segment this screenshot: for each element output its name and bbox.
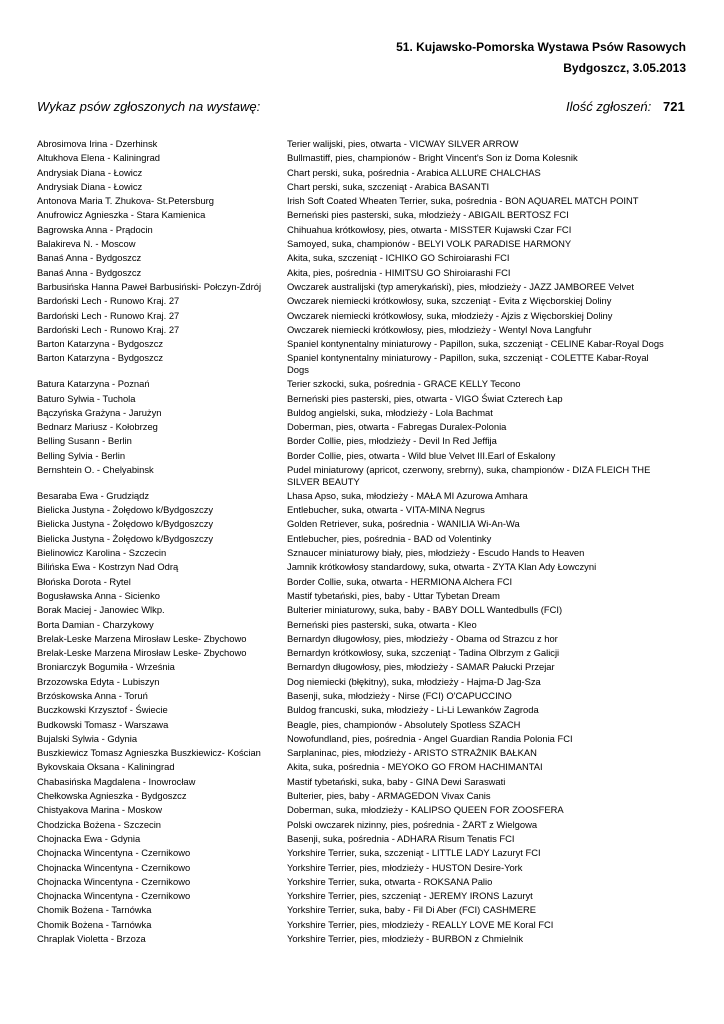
dog-entry: Entlebucher, pies, pośrednia - BAD od Volentinky — [287, 532, 492, 544]
dog-entry: Sarplaninac, pies, młodzieży - ARISTO STRAŻNIK BAŁKAN — [287, 747, 537, 759]
document-subtitle: Bydgoszcz, 3.05.2013 — [563, 61, 686, 75]
owner-name: Chojnacka Ewa - Gdynia — [37, 832, 141, 844]
owner-name: Bykovskaia Oksana - Kaliningrad — [37, 761, 175, 773]
dog-entry: Akita, suka, pośrednia - MEYOKO GO FROM HACHIMANTAI — [287, 761, 543, 773]
dog-entry: Owczarek niemiecki krótkowłosy, suka, szczeniąt - Evita z Więcborskiej Doliny — [287, 295, 612, 307]
owner-name: Brzozowska Edyta - Lubiszyn — [37, 675, 160, 687]
list-item — [37, 676, 687, 688]
owner-name: Barton Katarzyna - Bydgoszcz — [37, 338, 164, 350]
dog-entry: Terier walijski, pies, otwarta - VICWAY SILVER ARROW — [287, 138, 519, 149]
owner-name: Chojnacka Wincentyna - Czernikowo — [37, 847, 191, 859]
list-item — [37, 704, 687, 716]
dog-entry: Chihuahua krótkowłosy, pies, otwarta - MISSTER Kujawski Czar FCI — [287, 223, 572, 235]
owner-name: Chomik Bożena - Tarnówka — [37, 918, 152, 930]
owner-name: Anufrowicz Agnieszka - Stara Kamienica — [37, 209, 206, 221]
owner-name: Bielicka Justyna - Żołędowo k/Bydgoszczy — [37, 518, 214, 530]
entries-list — [37, 138, 687, 947]
owner-name: Bilińska Ewa - Kostrzyn Nad Odrą — [37, 561, 179, 573]
owner-name: Chojnacka Wincentyna - Czernikowo — [37, 875, 191, 887]
dog-entry: Owczarek niemiecki krótkowłosy, pies, młodzieży - Wentyl Nova Langfuhr — [287, 323, 592, 335]
list-item — [37, 138, 687, 150]
list-item — [37, 533, 687, 545]
list-item — [37, 238, 687, 250]
owner-name: Bardoński Lech - Runowo Kraj. 27 — [37, 295, 180, 307]
dog-entry: Doberman, pies, otwarta - Fabregas Duralex-Polonia — [287, 421, 507, 433]
owner-name: Bernshtein O. - Chelyabinsk — [37, 464, 154, 476]
owner-name: Banaś Anna - Bydgoszcz — [37, 266, 142, 278]
list-item — [37, 590, 687, 602]
list-item — [37, 876, 687, 888]
list-item — [37, 518, 687, 530]
list-item — [37, 547, 687, 559]
list-item — [37, 352, 687, 375]
owner-name: Bujalski Sylwia - Gdynia — [37, 732, 138, 744]
dog-entry: Bernardyn długowłosy, pies, młodzieży - SAMAR Pałucki Przejar — [287, 661, 555, 673]
owner-name: Brzóskowska Anna - Toruń — [37, 689, 148, 701]
dog-entry: Border Collie, pies, młodzieży - Devil In Red Jeffija — [287, 435, 497, 447]
owner-name: Buczkowski Krzysztof - Świecie — [37, 704, 168, 716]
owner-name: Baturo Sylwia - Tuchola — [37, 392, 136, 404]
owner-name: Bielicka Justyna - Żołędowo k/Bydgoszczy — [37, 504, 214, 516]
owner-name: Antonova Maria T. Zhukova- St.Petersburg — [37, 195, 214, 207]
owner-name: Chistyakova Marina - Moskow — [37, 804, 163, 816]
dog-entry: Buldog angielski, suka, młodzieży - Lola Bachmat — [287, 406, 493, 418]
list-item — [37, 464, 687, 487]
owner-name: Bielinowicz Karolina - Szczecin — [37, 547, 167, 559]
dog-entry: Pudel miniaturowy (apricot, czerwony, srebrny), suka, championów - DIZA FLEICH THE SILVER BEAUTY — [287, 464, 651, 487]
owner-name: Bogusławska Anna - Sicienko — [37, 589, 160, 601]
owner-name: Brelak-Leske Marzena Mirosław Leske- Zbychowo — [37, 647, 247, 659]
owner-name: Batura Katarzyna - Poznań — [37, 378, 150, 390]
dog-entry: Dog niemiecki (błękitny), suka, młodzieży - Hajma-D Jag-Sza — [287, 675, 541, 687]
list-item — [37, 833, 687, 845]
list-item — [37, 719, 687, 731]
list-item — [37, 324, 687, 336]
dog-entry: Sznaucer miniaturowy biały, pies, młodzieży - Escudo Hands to Heaven — [287, 547, 585, 559]
list-item — [37, 393, 687, 405]
owner-name: Andrysiak Diana - Łowicz — [37, 166, 143, 178]
dog-entry: Akita, pies, pośrednia - HIMITSU GO Shiroiarashi FCI — [287, 266, 511, 278]
owner-name: Belling Susann - Berlin — [37, 435, 132, 447]
owner-name: Błońska Dorota - Rytel — [37, 575, 131, 587]
list-item — [37, 604, 687, 616]
dog-entry: Bernardyn krótkowłosy, suka, szczeniąt - Tadina Olbrzym z Galicji — [287, 647, 560, 659]
dog-entry: Akita, suka, szczeniąt - ICHIKO GO Schiroiarashi FCI — [287, 252, 510, 264]
owner-name: Chomik Bożena - Tarnówka — [37, 904, 152, 916]
list-item — [37, 933, 687, 945]
dog-entry: Yorkshire Terrier, suka, otwarta - ROKSANA Palio — [287, 875, 493, 887]
dog-entry: Bulterier, pies, baby - ARMAGEDON Vivax Canis — [287, 790, 491, 802]
list-heading: Wykaz psów zgłoszonych na wystawę: — [37, 99, 261, 114]
list-item — [37, 647, 687, 659]
dog-entry: Nowofundland, pies, pośrednia - Angel Guardian Randia Polonia FCI — [287, 732, 573, 744]
owner-name: Borak Maciej - Janowiec Wlkp. — [37, 604, 165, 616]
list-item — [37, 661, 687, 673]
dog-entry: Polski owczarek nizinny, pies, pośrednia - ŻART z Wielgowa — [287, 818, 538, 830]
dog-entry: Yorkshire Terrier, pies, młodzieży - BURBON z Chmielnik — [287, 933, 524, 945]
dog-entry: Mastif tybetański, suka, baby - GINA Dewi Saraswati — [287, 775, 506, 787]
owner-name: Borta Damian - Charzykowy — [37, 618, 154, 630]
dog-entry: Yorkshire Terrier, pies, szczeniąt - JEREMY IRONS Lazuryt — [287, 890, 533, 902]
list-item — [37, 847, 687, 859]
dog-entry: Irish Soft Coated Wheaten Terrier, suka, pośrednia - BON AQUAREL MATCH POINT — [287, 195, 639, 207]
list-item — [37, 561, 687, 573]
dog-entry: Chart perski, suka, szczeniąt - Arabica BASANTI — [287, 180, 490, 192]
dog-entry: Beagle, pies, championów - Absolutely Spotless SZACH — [287, 718, 521, 730]
list-item — [37, 450, 687, 462]
list-item — [37, 490, 687, 502]
list-item — [37, 576, 687, 588]
dog-entry: Bulterier miniaturowy, suka, baby - BABY DOLL Wantedbulls (FCI) — [287, 604, 563, 616]
dog-entry: Berneński pies pasterski, suka, młodzieży - ABIGAIL BERTOSZ FCI — [287, 209, 569, 221]
dog-entry: Berneński pies pasterski, pies, otwarta - VIGO Świat Czterech Łap — [287, 392, 563, 404]
owner-name: Brelak-Leske Marzena Mirosław Leske- Zbychowo — [37, 632, 247, 644]
entry-count-label: Ilość zgłoszeń: — [566, 99, 652, 114]
owner-name: Budkowski Tomasz - Warszawa — [37, 718, 169, 730]
list-item — [37, 633, 687, 645]
list-item — [37, 619, 687, 631]
owner-name: Chabasińska Magdalena - Inowrocław — [37, 775, 196, 787]
dog-entry: Entlebucher, suka, otwarta - VITA-MINA Negrus — [287, 504, 485, 516]
dog-entry: Chart perski, suka, pośrednia - Arabica ALLURE CHALCHAS — [287, 166, 541, 178]
dog-entry: Owczarek australijski (typ amerykański), pies, młodzieży - JAZZ JAMBOREE Velvet — [287, 280, 634, 292]
owner-name: Chodzicka Bożena - Szczecin — [37, 818, 162, 830]
list-item — [37, 224, 687, 236]
owner-name: Bączyńska Grażyna - Jarużyn — [37, 406, 162, 418]
list-item — [37, 761, 687, 773]
owner-name: Bardoński Lech - Runowo Kraj. 27 — [37, 323, 180, 335]
list-item — [37, 919, 687, 931]
list-item — [37, 421, 687, 433]
owner-name: Banaś Anna - Bydgoszcz — [37, 252, 142, 264]
dog-entry: Yorkshire Terrier, suka, baby - Fil Di Aber (FCI) CASHMERE — [287, 904, 537, 916]
owner-name: Chojnacka Wincentyna - Czernikowo — [37, 861, 191, 873]
list-item — [37, 152, 687, 164]
dog-entry: Jamnik krótkowłosy standardowy, suka, otwarta - ZYTA Klan Ady Łowczyni — [287, 561, 597, 573]
list-item — [37, 378, 687, 390]
dog-entry: Bullmastiff, pies, championów - Bright Vincent's Son iz Doma Kolesnik — [287, 152, 578, 164]
dog-entry: Owczarek niemiecki krótkowłosy, suka, młodzieży - Ajzis z Więcborskiej Doliny — [287, 309, 613, 321]
list-item — [37, 167, 687, 179]
owner-name: Barbusińska Hanna Paweł Barbusiński- Połczyn-Zdrój — [37, 280, 262, 292]
list-item — [37, 804, 687, 816]
owner-name: Chraplak Violetta - Brzoza — [37, 933, 146, 945]
dog-entry: Spaniel kontynentalny miniaturowy - Papillon, suka, szczeniąt - CELINE Kabar-Royal Dogs — [287, 338, 664, 350]
dog-entry: Spaniel kontynentalny miniaturowy - Papillon, suka, szczeniąt - COLETTE Kabar-Royal Dogs — [287, 352, 649, 375]
list-item — [37, 733, 687, 745]
dog-entry: Basenji, suka, pośrednia - ADHARA Risum Tenatis FCI — [287, 832, 515, 844]
list-item — [37, 690, 687, 702]
dog-entry: Basenji, suka, młodzieży - Nirse (FCI) O'CAPUCCINO — [287, 689, 512, 701]
owner-name: Bagrowska Anna - Prądocin — [37, 223, 153, 235]
list-item — [37, 862, 687, 874]
dog-entry: Border Collie, pies, otwarta - Wild blue Velvet III.Earl of Eskalony — [287, 449, 556, 461]
list-item — [37, 890, 687, 902]
dog-entry: Yorkshire Terrier, pies, młodzieży - REALLY LOVE ME Koral FCI — [287, 918, 554, 930]
list-item — [37, 504, 687, 516]
list-item — [37, 295, 687, 307]
list-item — [37, 310, 687, 322]
list-item — [37, 790, 687, 802]
dog-entry: Berneński pies pasterski, suka, otwarta - Kleo — [287, 618, 477, 630]
list-item — [37, 181, 687, 193]
dog-entry: Samoyed, suka, championów - BELYI VOLK PARADISE HARMONY — [287, 238, 572, 250]
document-title: 51. Kujawsko-Pomorska Wystawa Psów Rasowych — [396, 40, 686, 54]
list-item — [37, 776, 687, 788]
dog-entry: Yorkshire Terrier, pies, młodzieży - HUSTON Desire-York — [287, 861, 523, 873]
owner-name: Andrysiak Diana - Łowicz — [37, 180, 143, 192]
list-item — [37, 267, 687, 279]
list-item — [37, 281, 687, 293]
owner-name: Abrosimova Irina - Dzerhinsk — [37, 138, 158, 149]
dog-entry: Lhasa Apso, suka, młodzieży - MAŁA MI Azurowa Amhara — [287, 489, 528, 501]
list-item — [37, 435, 687, 447]
owner-name: Chełkowska Agnieszka - Bydgoszcz — [37, 790, 187, 802]
list-item — [37, 747, 687, 759]
owner-name: Balakireva N. - Moscow — [37, 238, 136, 250]
dog-entry: Border Collie, suka, otwarta - HERMIONA Alchera FCI — [287, 575, 513, 587]
list-item — [37, 195, 687, 207]
owner-name: Bielicka Justyna - Żołędowo k/Bydgoszczy — [37, 532, 214, 544]
list-item — [37, 338, 687, 350]
list-item — [37, 209, 687, 221]
owner-name: Bednarz Mariusz - Kołobrzeg — [37, 421, 158, 433]
dog-entry: Mastif tybetański, pies, baby - Uttar Tybetan Dream — [287, 589, 500, 601]
dog-entry: Doberman, suka, młodzieży - KALIPSO QUEEN FOR ZOOSFERA — [287, 804, 564, 816]
list-item — [37, 904, 687, 916]
owner-name: Barton Katarzyna - Bydgoszcz — [37, 352, 164, 364]
list-item — [37, 407, 687, 419]
list-item — [37, 819, 687, 831]
owner-name: Altukhova Elena - Kaliningrad — [37, 152, 160, 164]
owner-name: Broniarczyk Bogumiła - Września — [37, 661, 175, 673]
owner-name: Belling Sylvia - Berlin — [37, 449, 126, 461]
dog-entry: Golden Retriever, suka, pośrednia - WANILIA Wi-An-Wa — [287, 518, 520, 530]
owner-name: Bardoński Lech - Runowo Kraj. 27 — [37, 309, 180, 321]
list-item — [37, 252, 687, 264]
dog-entry: Bernardyn długowłosy, pies, młodzieży - Obama od Strazcu z hor — [287, 632, 558, 644]
owner-name: Besaraba Ewa - Grudziądz — [37, 489, 150, 501]
entry-count-value: 721 — [663, 99, 685, 114]
dog-entry: Yorkshire Terrier, suka, szczeniąt - LITTLE LADY Lazuryt FCI — [287, 847, 541, 859]
owner-name: Chojnacka Wincentyna - Czernikowo — [37, 890, 191, 902]
dog-entry: Terier szkocki, suka, pośrednia - GRACE KELLY Tecono — [287, 378, 521, 390]
owner-name: Buszkiewicz Tomasz Agnieszka Buszkiewicz- Kościan — [37, 747, 261, 759]
dog-entry: Buldog francuski, suka, młodzieży - Li-Li Lewanków Zagroda — [287, 704, 539, 716]
